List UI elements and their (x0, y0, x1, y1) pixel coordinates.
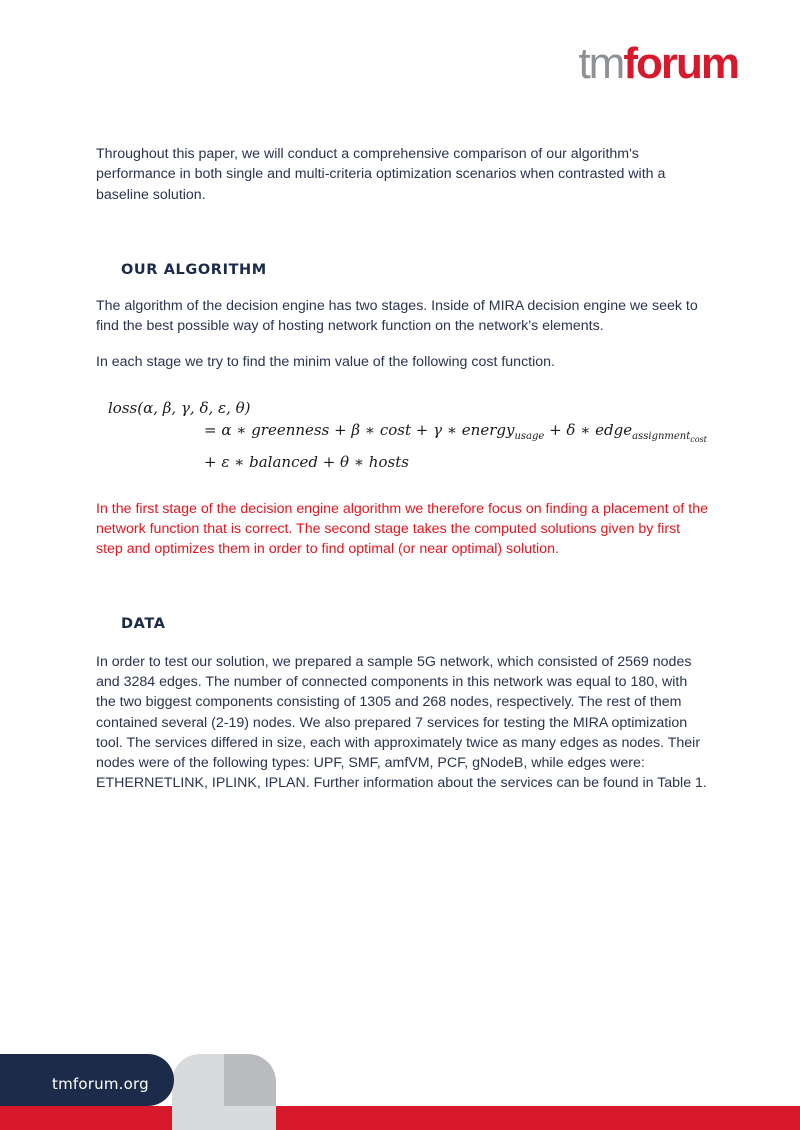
formula-line-1: loss(α, β, γ, δ, ε, θ) (108, 398, 251, 417)
logo-forum: forum (623, 39, 738, 88)
footer-dark-gray-shape (224, 1054, 276, 1106)
formula-sub-assignment-text: assignment (632, 430, 691, 442)
algorithm-paragraph-2: In each stage we try to find the minim value of the following cost function. (96, 354, 555, 371)
formula-sub-cost: cost (690, 434, 707, 444)
page-content (96, 144, 708, 794)
formula-sub-usage: usage (514, 430, 545, 442)
red-highlight-paragraph: In the first stage of the decision engine algorithm we therefore focus on finding a placement of the network function that is correct. The second stage takes the computed solutions given by first step and optimizes them in order to find optimal (or near optimal) solution. (96, 500, 709, 558)
logo-tm: tm (578, 39, 624, 88)
heading-data: DATA (121, 615, 166, 632)
tmforum-logo (578, 39, 738, 88)
heading-our-algorithm: OUR ALGORITHM (121, 261, 267, 278)
data-paragraph: In order to test our solution, we prepared a sample 5G network, which consisted of 2569 nodes and 3284 edges. The number of connected components in this network was equal to 180, with the two biggest components consisting of 1305 and 268 nodes, respectively. The rest of them contained several (2-19) nodes. We also prepared 7 services for testing the MIRA optimization tool. The services differed in size, each with approximately twice as many edges as nodes. Their nodes were of the following types: UPF, SMF, amfVM, PCF, gNodeB, while edges were: ETHERNETLINK, IPLINK, IPLAN. Further information about the services can be found in Table 1. (96, 653, 707, 792)
intro-paragraph: Throughout this paper, we will conduct a comprehensive comparison of our algorithm's performance in both single and multi-criteria optimization scenarios when contrasted with a baseline solution. (96, 146, 666, 203)
formula-line-3: + ε ∗ balanced + θ ∗ hosts (204, 452, 409, 471)
formula-sub-assignment (632, 431, 707, 442)
formula-line-2 (108, 419, 708, 451)
cost-function-formula (108, 397, 708, 473)
algorithm-paragraph-1: The algorithm of the decision engine has two stages. Inside of MIRA decision engine we seek to find the best possible way of hosting network function on the network’s elements. (96, 297, 698, 335)
footer-red-bar (0, 1106, 800, 1130)
footer-site-url: tmforum.org (52, 1075, 149, 1093)
formula-line-2-part-a: = α ∗ greenness + β ∗ cost + γ ∗ energy (204, 420, 515, 439)
formula-line-2-part-b: + δ ∗ edge (544, 420, 633, 439)
